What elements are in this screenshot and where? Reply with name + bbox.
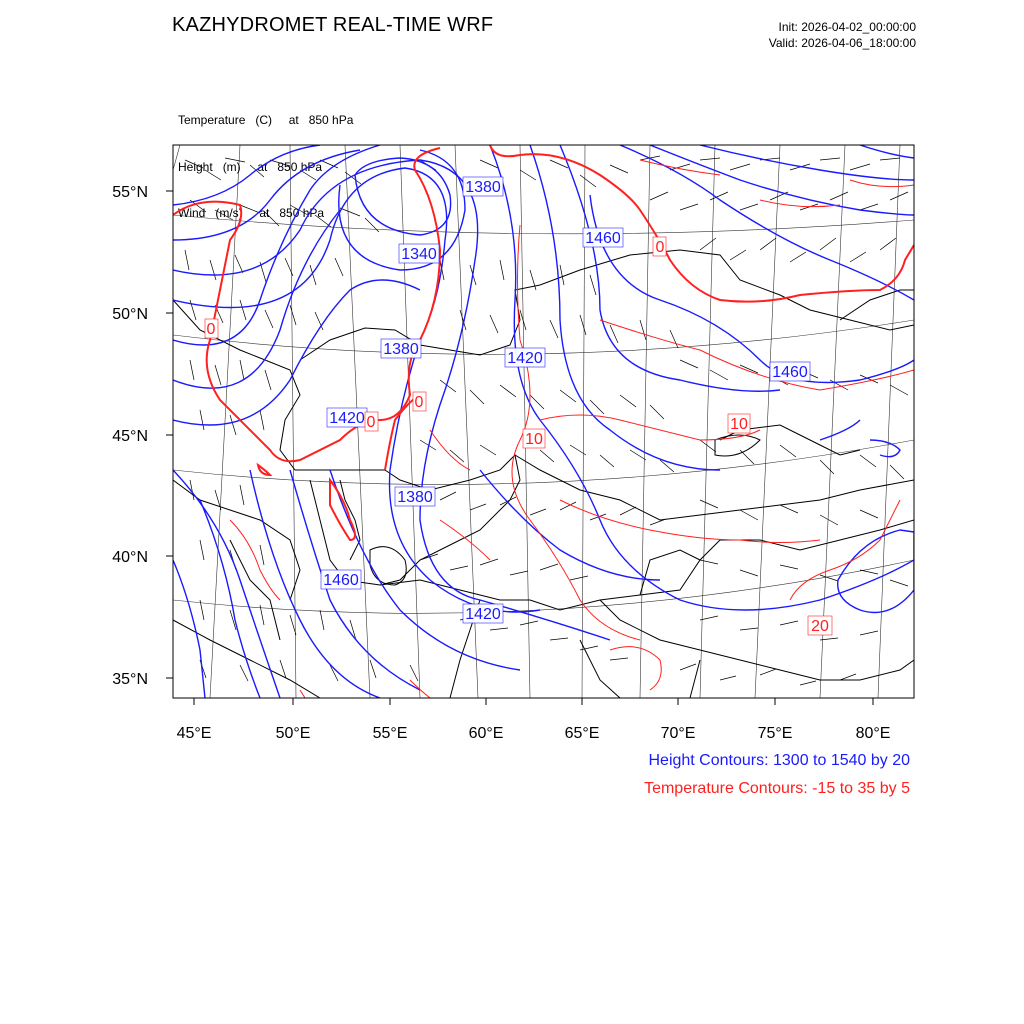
lon-tick-label: 75°E bbox=[757, 725, 793, 742]
lat-tick-label: 40°N bbox=[112, 549, 148, 566]
init-time: Init: 2026-04-02_00:00:00 bbox=[778, 20, 916, 34]
lon-tick-label: 55°E bbox=[372, 725, 408, 742]
temp-label: 10 bbox=[730, 416, 748, 433]
lat-tick-label: 55°N bbox=[112, 184, 148, 201]
temp-label: 0 bbox=[366, 414, 376, 431]
height-label: 1380 bbox=[397, 489, 433, 506]
height-contour-legend: Height Contours: 1300 to 1540 by 20 bbox=[648, 752, 910, 769]
height-label: 1420 bbox=[329, 410, 365, 427]
valid-time: Valid: 2026-04-06_18:00:00 bbox=[768, 36, 916, 50]
temp-label: 20 bbox=[811, 618, 829, 635]
field-wind: Wind (m/s) at 850 hPa bbox=[178, 206, 325, 220]
temperature-contours bbox=[173, 145, 914, 698]
height-label: 1420 bbox=[465, 606, 501, 623]
height-label: 1460 bbox=[323, 572, 359, 589]
field-height: Height (m) at 850 hPa bbox=[178, 159, 323, 174]
height-label: 1340 bbox=[401, 246, 437, 263]
height-label: 1380 bbox=[465, 179, 501, 196]
map-title: KAZHYDROMET REAL-TIME WRF bbox=[172, 14, 494, 36]
height-labels bbox=[321, 177, 810, 623]
height-label: 1380 bbox=[383, 341, 419, 358]
height-label: 1420 bbox=[507, 350, 543, 367]
lon-tick-label: 65°E bbox=[564, 725, 600, 742]
height-label: 1460 bbox=[772, 364, 808, 381]
lon-tick-label: 45°E bbox=[176, 725, 212, 742]
lon-tick-label: 50°E bbox=[275, 725, 311, 742]
height-label: 1460 bbox=[585, 230, 621, 247]
field-temperature: Temperature (C) at 850 hPa bbox=[178, 113, 354, 127]
graticule bbox=[173, 145, 914, 698]
temperature-labels bbox=[205, 237, 832, 635]
lat-tick-label: 50°N bbox=[112, 306, 148, 323]
lat-tick-label: 45°N bbox=[112, 428, 148, 445]
temp-label: 0 bbox=[414, 394, 424, 411]
height-contours bbox=[173, 145, 914, 698]
latitude-labels bbox=[112, 184, 148, 688]
lon-tick-label: 70°E bbox=[660, 725, 696, 742]
temp-label: 10 bbox=[525, 431, 543, 448]
longitude-labels bbox=[177, 725, 891, 742]
lat-tick-label: 35°N bbox=[112, 671, 148, 688]
temperature-contour-legend: Temperature Contours: -15 to 35 by 5 bbox=[644, 780, 910, 797]
temp-label: 0 bbox=[206, 321, 216, 338]
map-frame bbox=[173, 145, 914, 698]
temp-label: 0 bbox=[655, 239, 665, 256]
lon-tick-label: 60°E bbox=[468, 725, 504, 742]
lon-tick-label: 80°E bbox=[855, 725, 891, 742]
